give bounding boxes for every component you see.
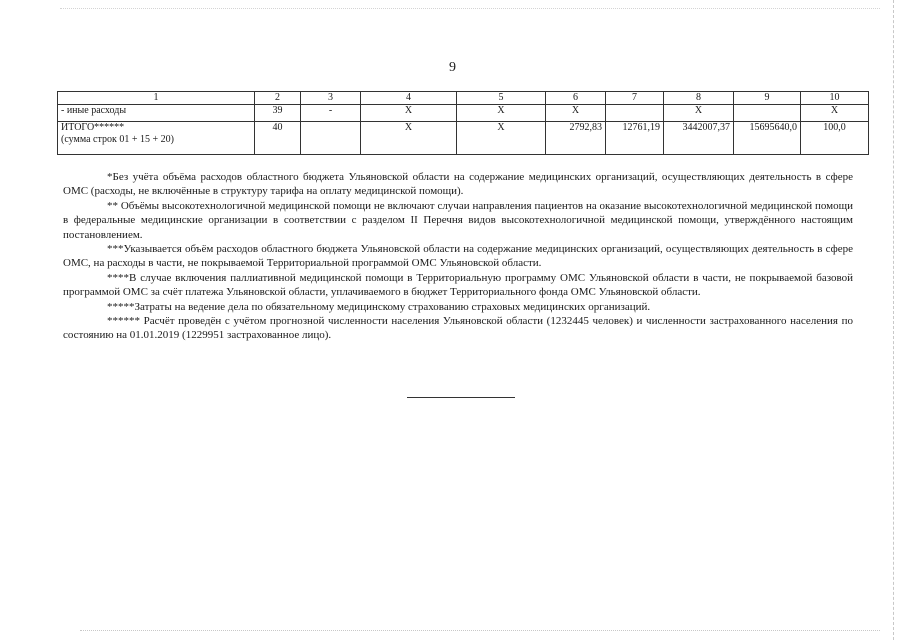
scan-artifact-bottom: [80, 630, 880, 631]
scan-artifact-right: [893, 0, 894, 640]
footnote: ****В случае включения паллиативной медицинской помощи в Территориальную программу ОМС Ульяновской области в части, не покрываемой базовой программой ОМС за счёт платежа Ульяновской области, уплачиваемого в бюджет Территориального фонда ОМС Ульяновской области.: [63, 271, 853, 299]
column-header: 10: [801, 92, 869, 105]
table-cell: Х: [361, 122, 457, 155]
closing-line: [407, 397, 515, 398]
footnote: ***Указывается объём расходов областного бюджета Ульяновской области на содержание медицинских организаций, осуществляющих деятельность в сфере ОМС, на расходы в части, не покрываемой Территориальной программой ОМС Ульяновской области.: [63, 243, 853, 270]
table-cell: 15695640,0: [734, 122, 801, 155]
table-cell: 3442007,37: [664, 122, 734, 155]
column-header: 8: [664, 92, 734, 105]
column-header: 2: [255, 92, 301, 105]
row-label-sub: (сумма строк 01 + 15 + 20): [61, 134, 174, 145]
table-cell: 100,0: [801, 122, 869, 155]
table-cell: -: [301, 105, 361, 122]
table-cell: Х: [457, 105, 546, 122]
table-cell: [734, 105, 801, 122]
column-header: 4: [361, 92, 457, 105]
table-cell: Х: [664, 105, 734, 122]
column-header: 3: [301, 92, 361, 105]
scan-artifact-top: [60, 8, 880, 9]
footnotes: [63, 170, 853, 343]
column-header: 6: [546, 92, 606, 105]
table-header-row: [58, 92, 869, 105]
footnote: *Без учёта объёма расходов областного бюджета Ульяновской области на содержание медицинских организаций, осуществляющих деятельность в сфере ОМС (расходы, не включённые в структуру тарифа на оплату медицинской помощи).: [63, 171, 853, 198]
table-cell: [606, 105, 664, 122]
table-cell: Х: [457, 122, 546, 155]
page-number: 9: [449, 60, 456, 75]
table-cell: 12761,19: [606, 122, 664, 155]
column-header: 9: [734, 92, 801, 105]
table-cell: [301, 122, 361, 155]
table-cell: 40: [255, 122, 301, 155]
row-label: [58, 122, 255, 155]
table-cell: 2792,83: [546, 122, 606, 155]
table-cell: 39: [255, 105, 301, 122]
footnote: *****Затраты на ведение дела по обязательному медицинскому страхованию страховых медицинских организаций.: [107, 300, 651, 313]
row-label: - иные расходы: [58, 105, 255, 122]
row-label-main: ИТОГО******: [61, 122, 125, 133]
column-header: 1: [58, 92, 255, 105]
expenses-table: [57, 91, 869, 155]
footnote: ** Объёмы высокотехнологичной медицинской помощи не включают случаи направления пациентов на оказание высокотехнологичной медицинской помощи в федеральные медицинские организации в соответствии с разделом II Перечня видов высокотехнологичной медицинской помощи, утверждённого настоящим постановлением.: [63, 199, 853, 241]
table-cell: Х: [361, 105, 457, 122]
column-header: 7: [606, 92, 664, 105]
table-row: [58, 122, 869, 155]
table-row: [58, 105, 869, 122]
table-cell: Х: [546, 105, 606, 122]
table-cell: Х: [801, 105, 869, 122]
column-header: 5: [457, 92, 546, 105]
footnote: ****** Расчёт проведён с учётом прогнозной численности населения Ульяновской области (1232445 человек) и численности застрахованного населения по состоянию на 01.01.2019 (1229951 застрахованное лицо).: [63, 315, 853, 342]
